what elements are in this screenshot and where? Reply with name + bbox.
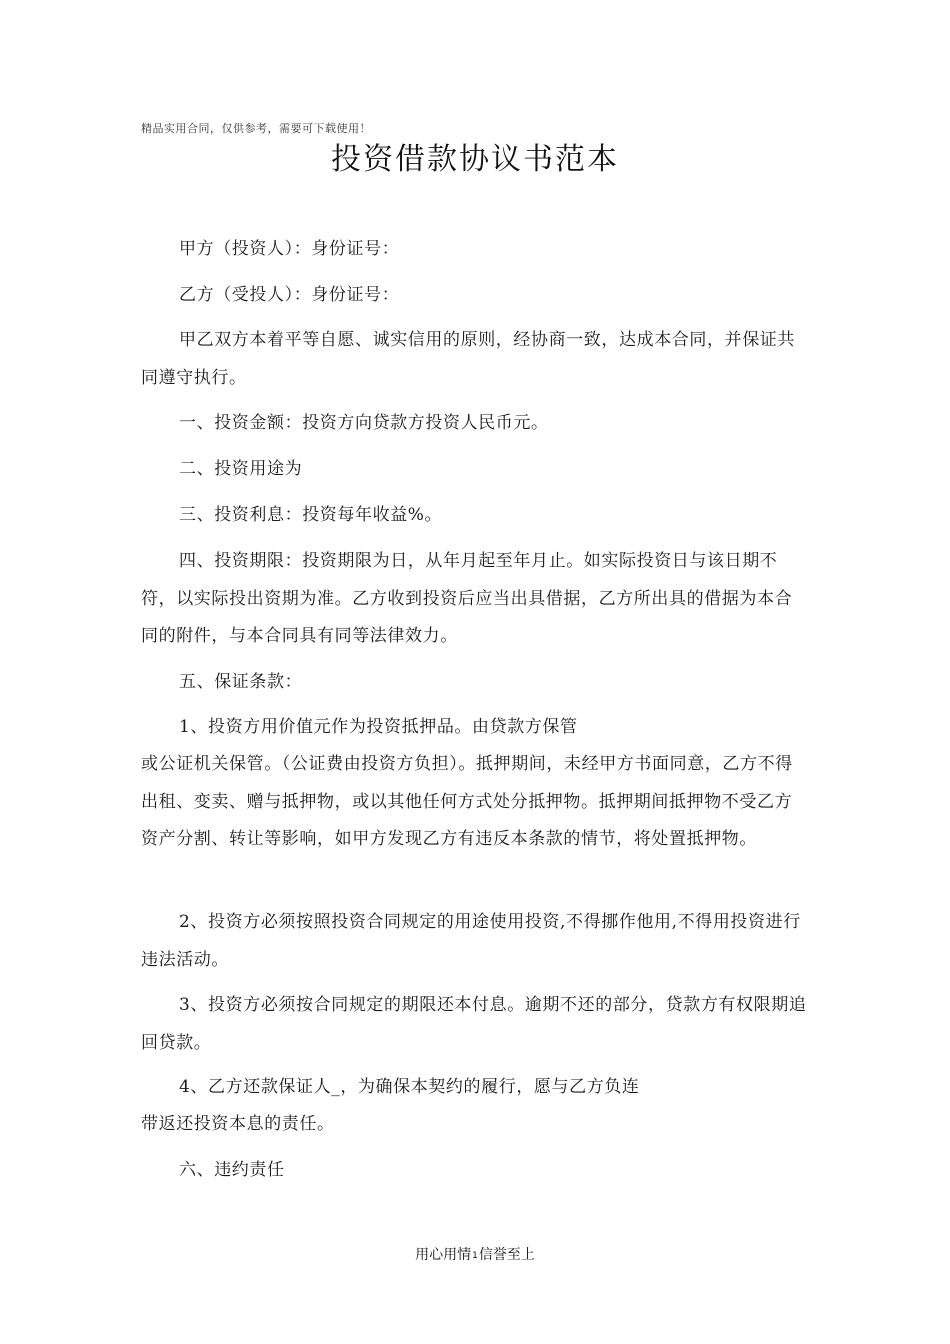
page-footer	[0, 1244, 950, 1264]
document-title: 投资借款协议书范本	[331, 142, 619, 177]
page-number: 1	[472, 1251, 478, 1261]
guarantee-item-3: 3、投资方必须按合同规定的期限还本付息。逾期不还的部分，贷款方有权限期追回贷款。	[141, 995, 807, 1053]
party-a-line: 甲方（投资人）：身份证号：	[179, 239, 400, 259]
preamble-paragraph: 甲乙双方本着平等自愿、诚实信用的原则，经协商一致，达成本合同，并保证共同遵守执行。	[141, 330, 795, 388]
guarantee-item-1-continuation: 或公证机关保管。（公证费由投资方负担）。抵押期间，未经甲方书面同意，乙方不得出租、变卖、赠与抵押物，或以其他任何方式处分抵押物。抵押期间抵押物不受乙方资产分割、转让等影响，如甲方发现乙方有违反本条款的情节，将处置抵押物。	[141, 754, 793, 849]
clause-2-purpose: 二、投资用途为	[179, 459, 303, 479]
clause-4-term: 四、投资期限：投资期限为日，从年月起至年月止。如实际投资日与该日期不符，以实际投出资期为准。乙方收到投资后应当出具借据，乙方所出具的借据为本合同的附件，与本合同具有同等法律效力。	[141, 551, 793, 646]
guarantee-item-1-first-line: 1、投资方用价值元作为投资抵押品。由贷款方保管	[179, 717, 578, 737]
guarantee-item-2: 2、投资方必须按照投资合同规定的用途使用投资,不得挪作他用,不得用投资进行违法活动。	[141, 912, 801, 970]
guarantee-item-4-continuation: 带返还投资本息的责任。	[141, 1114, 335, 1134]
footer-left-text: 用心用情	[415, 1247, 472, 1263]
clause-3-interest: 三、投资利息：投资每年收益%。	[179, 505, 443, 525]
clause-1-amount: 一、投资金额：投资方向贷款方投资人民币元。	[179, 413, 549, 433]
clause-6-liability: 六、违约责任	[179, 1160, 285, 1180]
party-b-line: 乙方（受投人）：身份证号：	[179, 285, 400, 305]
header-note: 精品实用合同，仅供参考，需要可下载使用！	[141, 122, 371, 135]
footer-right-text: 信誉至上	[478, 1247, 535, 1263]
clause-5-guarantee: 五、保证条款：	[179, 672, 303, 692]
guarantee-item-4-first-line: 4、乙方还款保证人_，为确保本契约的履行，愿与乙方负连	[179, 1077, 640, 1097]
